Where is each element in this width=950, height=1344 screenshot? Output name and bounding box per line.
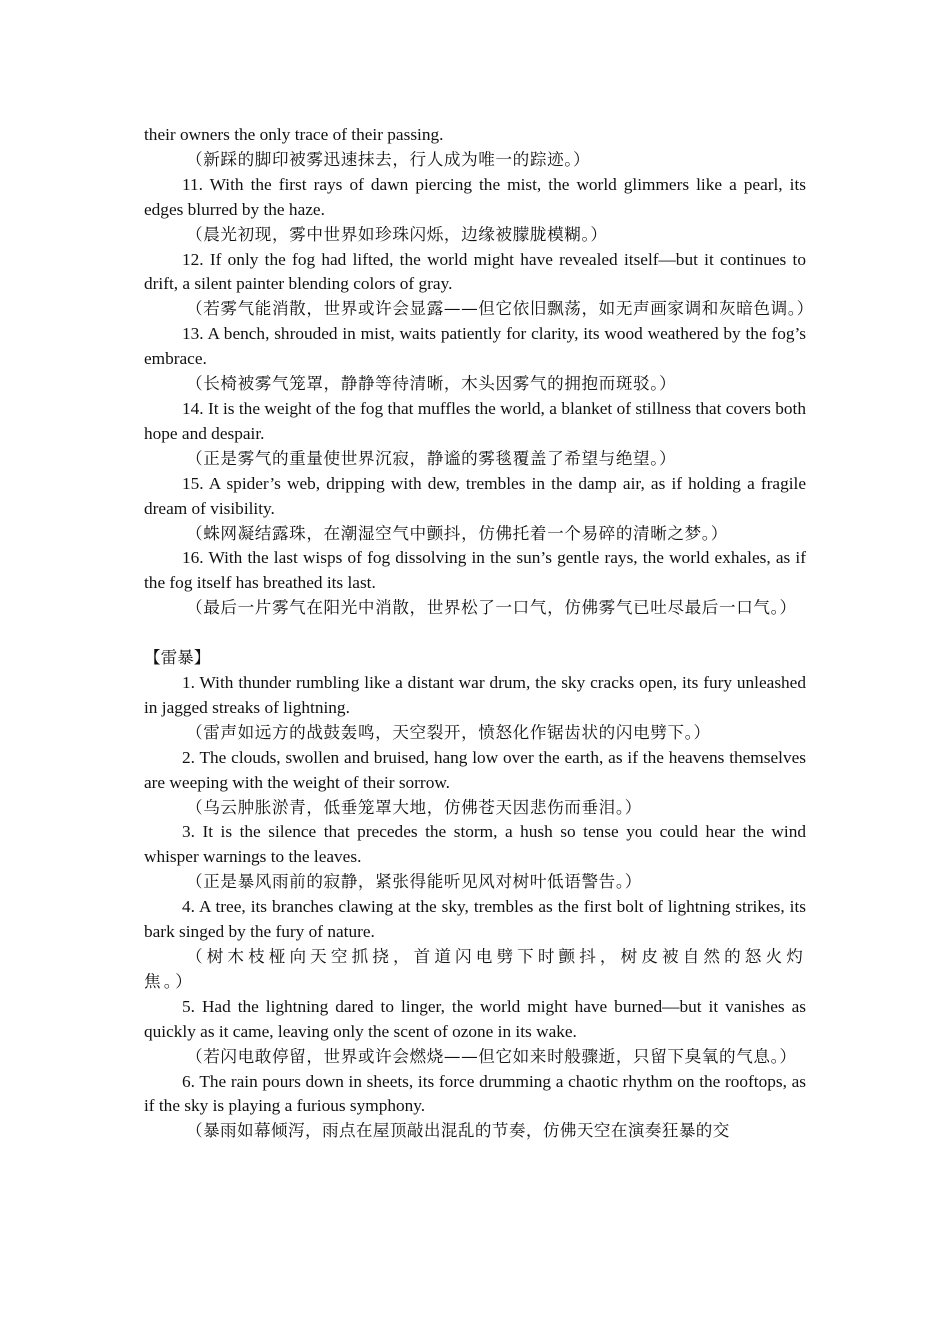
document-page [144, 123, 814, 1144]
fog-item-12-english: 12. If only the fog had lifted, the world might have revealed itself—but it continues to drift, a silent painter blending colors of gray. [144, 249, 806, 294]
fog-item-16-chinese: （最后一片雾气在阳光中消散，世界松了一口气，仿佛雾气已吐尽最后一口气。） [186, 598, 797, 618]
thunder-item-2-english: 2. The clouds, swollen and bruised, hang low over the earth, as if the heavens themselves are weeping with the weight of their sorrow. [144, 747, 806, 792]
fog-item-13-english: 13. A bench, shrouded in mist, waits patiently for clarity, its wood weathered by the fog’s embrace. [144, 324, 806, 369]
fog-item-10-english-continued: their owners the only trace of their passing. [144, 125, 444, 144]
fog-item-16-english: 16. With the last wisps of fog dissolving in the sun’s gentle rays, the world exhales, as if the fog itself has breathed its last. [144, 548, 806, 593]
fog-item-14-chinese: （正是雾气的重量使世界沉寂，静谧的雾毯覆盖了希望与绝望。） [186, 448, 677, 468]
thunder-item-5-english: 5. Had the lightning dared to linger, the world might have burned—but it vanishes as quickly as it came, leaving only the scent of ozone in its wake. [144, 996, 806, 1041]
fog-item-15-chinese: （蛛网凝结露珠，在潮湿空气中颤抖，仿佛托着一个易碎的清晰之梦。） [186, 523, 728, 543]
fog-item-15-english: 15. A spider’s web, dripping with dew, trembles in the damp air, as if holding a fragile dream of visibility. [144, 473, 806, 518]
thunder-item-4-chinese: （树木枝桠向天空抓挠，首道闪电劈下时颤抖，树皮被自然的怒火灼焦。） [144, 947, 806, 991]
thunder-item-3-english: 3. It is the silence that precedes the storm, a hush so tense you could hear the wind whisper warnings to the leaves. [144, 822, 806, 867]
thunder-item-6-chinese: （暴雨如幕倾泻，雨点在屋顶敲出混乱的节奏，仿佛天空在演奏狂暴的交 [186, 1121, 730, 1141]
fog-item-10-chinese: （新踩的脚印被雾迅速抹去，行人成为唯一的踪迹。） [186, 149, 591, 169]
thunder-item-1-english: 1. With thunder rumbling like a distant war drum, the sky cracks open, its fury unleashed in jagged streaks of lightning. [144, 673, 806, 717]
thunder-item-5-chinese: （若闪电敢停留，世界或许会燃烧——但它如来时般骤逝，只留下臭氧的气息。） [186, 1046, 797, 1066]
fog-item-11-english: 11. With the first rays of dawn piercing the mist, the world glimmers like a pearl, its edges blurred by the haze. [144, 174, 806, 219]
thunder-item-4-english: 4. A tree, its branches clawing at the sky, trembles as the first bolt of lightning strikes, its bark singed by the fury of nature. [144, 897, 806, 942]
fog-item-14-english: 14. It is the weight of the fog that muffles the world, a blanket of stillness that covers both hope and despair. [144, 398, 806, 443]
section-heading-thunderstorm: 【雷暴】 [144, 648, 211, 668]
fog-item-13-chinese: （长椅被雾气笼罩，静静等待清晰，木头因雾气的拥抱而斑驳。） [186, 374, 677, 394]
thunder-item-3-chinese: （正是暴风雨前的寂静，紧张得能听见风对树叶低语警告。） [186, 872, 642, 892]
thunder-item-1-chinese: （雷声如远方的战鼓轰鸣，天空裂开，愤怒化作锯齿状的闪电劈下。） [186, 722, 711, 742]
thunder-item-2-chinese: （乌云肿胀淤青，低垂笼罩大地，仿佛苍天因悲伤而垂泪。） [186, 797, 642, 817]
fog-item-12-chinese: （若雾气能消散，世界或许会显露——但它依旧飘荡，如无声画家调和灰暗色调。） [186, 299, 814, 319]
fog-item-11-chinese: （晨光初现，雾中世界如珍珠闪烁，边缘被朦胧模糊。） [186, 224, 608, 244]
thunder-item-6-english: 6. The rain pours down in sheets, its force drumming a chaotic rhythm on the rooftops, as if the sky is playing a furious symphony. [144, 1071, 806, 1116]
